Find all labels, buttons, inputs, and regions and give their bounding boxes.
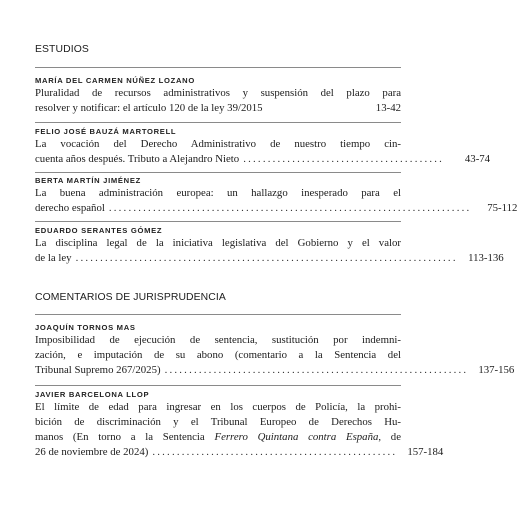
entry-author: JOAQUÍN TORNOS MAS	[35, 323, 136, 332]
entry-title-line: 26 de noviembre de 2024)	[35, 446, 149, 459]
entry-title-last-line	[35, 101, 401, 116]
leader-dots: ..............................................................................	[75, 252, 458, 265]
entry-title-line: zación, e imputación de su abono (comentario a la Sentencia del	[35, 349, 401, 362]
leader-dots: ..........................................................................	[108, 202, 472, 215]
entry-title-line: cuenta años después. Tributo a Alejandro Nieto	[35, 153, 240, 166]
entry-pages: 75-112	[487, 202, 517, 215]
section-title-estudios: ESTUDIOS	[35, 44, 89, 55]
divider	[35, 67, 401, 68]
entry-title-line: La vocación del Derecho Administrativo de nuestro tiempo cin-	[35, 138, 401, 150]
leader-dots: .........................................	[243, 153, 445, 166]
entry-pages: 137-156	[478, 364, 515, 377]
leader-dots: ..................................................	[152, 446, 398, 459]
toc-entry	[35, 322, 515, 378]
entry-author: JAVIER BARCELONA LLOP	[35, 390, 150, 399]
entry-title-line: resolver y notificar: el artículo 120 de la ley 39/2015	[35, 102, 263, 115]
toc-entry	[35, 175, 517, 216]
toc-entry	[35, 75, 401, 116]
divider	[35, 172, 401, 173]
entry-title-line: Tribunal Supremo 267/2025)	[35, 364, 161, 377]
entry-title-last-line	[35, 363, 515, 378]
leader-dots: ..............................................................	[164, 364, 469, 377]
divider	[35, 221, 401, 222]
section-title-comentarios: COMENTARIOS DE JURISPRUDENCIA	[35, 292, 226, 303]
entry-title-line: Pluralidad de recursos administrativos y suspensión del plazo para	[35, 87, 401, 99]
entry-pages: 43-74	[464, 153, 491, 166]
entry-title-line: Imposibilidad de ejecución de sentencia, sustitución por indemni-	[35, 334, 401, 346]
entry-title-line: bición de discriminación y el Tribunal Europeo de Derechos Hu-	[35, 416, 401, 429]
entry-author: FELIO JOSÉ BAUZÁ MARTORELL	[35, 127, 177, 136]
entry-author: EDUARDO SERANTES GÓMEZ	[35, 226, 163, 235]
entry-title-line: El límite de edad para ingresar en los cuerpos de Policía, la prohi-	[35, 401, 401, 413]
entry-title-last-line	[35, 201, 517, 216]
divider	[35, 385, 401, 386]
entry-title-line: La disciplina legal de la iniciativa legislativa del Gobierno y el valor	[35, 237, 401, 249]
entry-pages: 113-136	[468, 252, 504, 265]
entry-title-line	[35, 430, 401, 445]
entry-title-line: de la ley	[35, 252, 72, 265]
toc-entry	[35, 126, 491, 167]
entry-title-line: derecho español	[35, 202, 105, 215]
entry-title-text: , de	[378, 431, 402, 444]
entry-pages: 157-184	[407, 446, 444, 459]
divider	[35, 314, 401, 315]
entry-title-last-line	[35, 445, 444, 460]
entry-title-last-line	[35, 251, 504, 266]
divider	[35, 122, 401, 123]
entry-author: BERTA MARTÍN JIMÉNEZ	[35, 176, 141, 185]
toc-entry	[35, 389, 444, 460]
entry-title-text: manos (En torno a la Sentencia	[35, 431, 205, 444]
entry-title-line: La buena administración europea: un hallazgo inesperado para el	[35, 187, 401, 199]
entry-pages: 13-42	[375, 102, 401, 115]
entry-title-last-line	[35, 152, 491, 167]
entry-title-italic: Ferrero Quintana contra España	[214, 431, 379, 444]
entry-author: MARÍA DEL CARMEN NÚÑEZ LOZANO	[35, 76, 195, 85]
toc-entry	[35, 225, 504, 266]
